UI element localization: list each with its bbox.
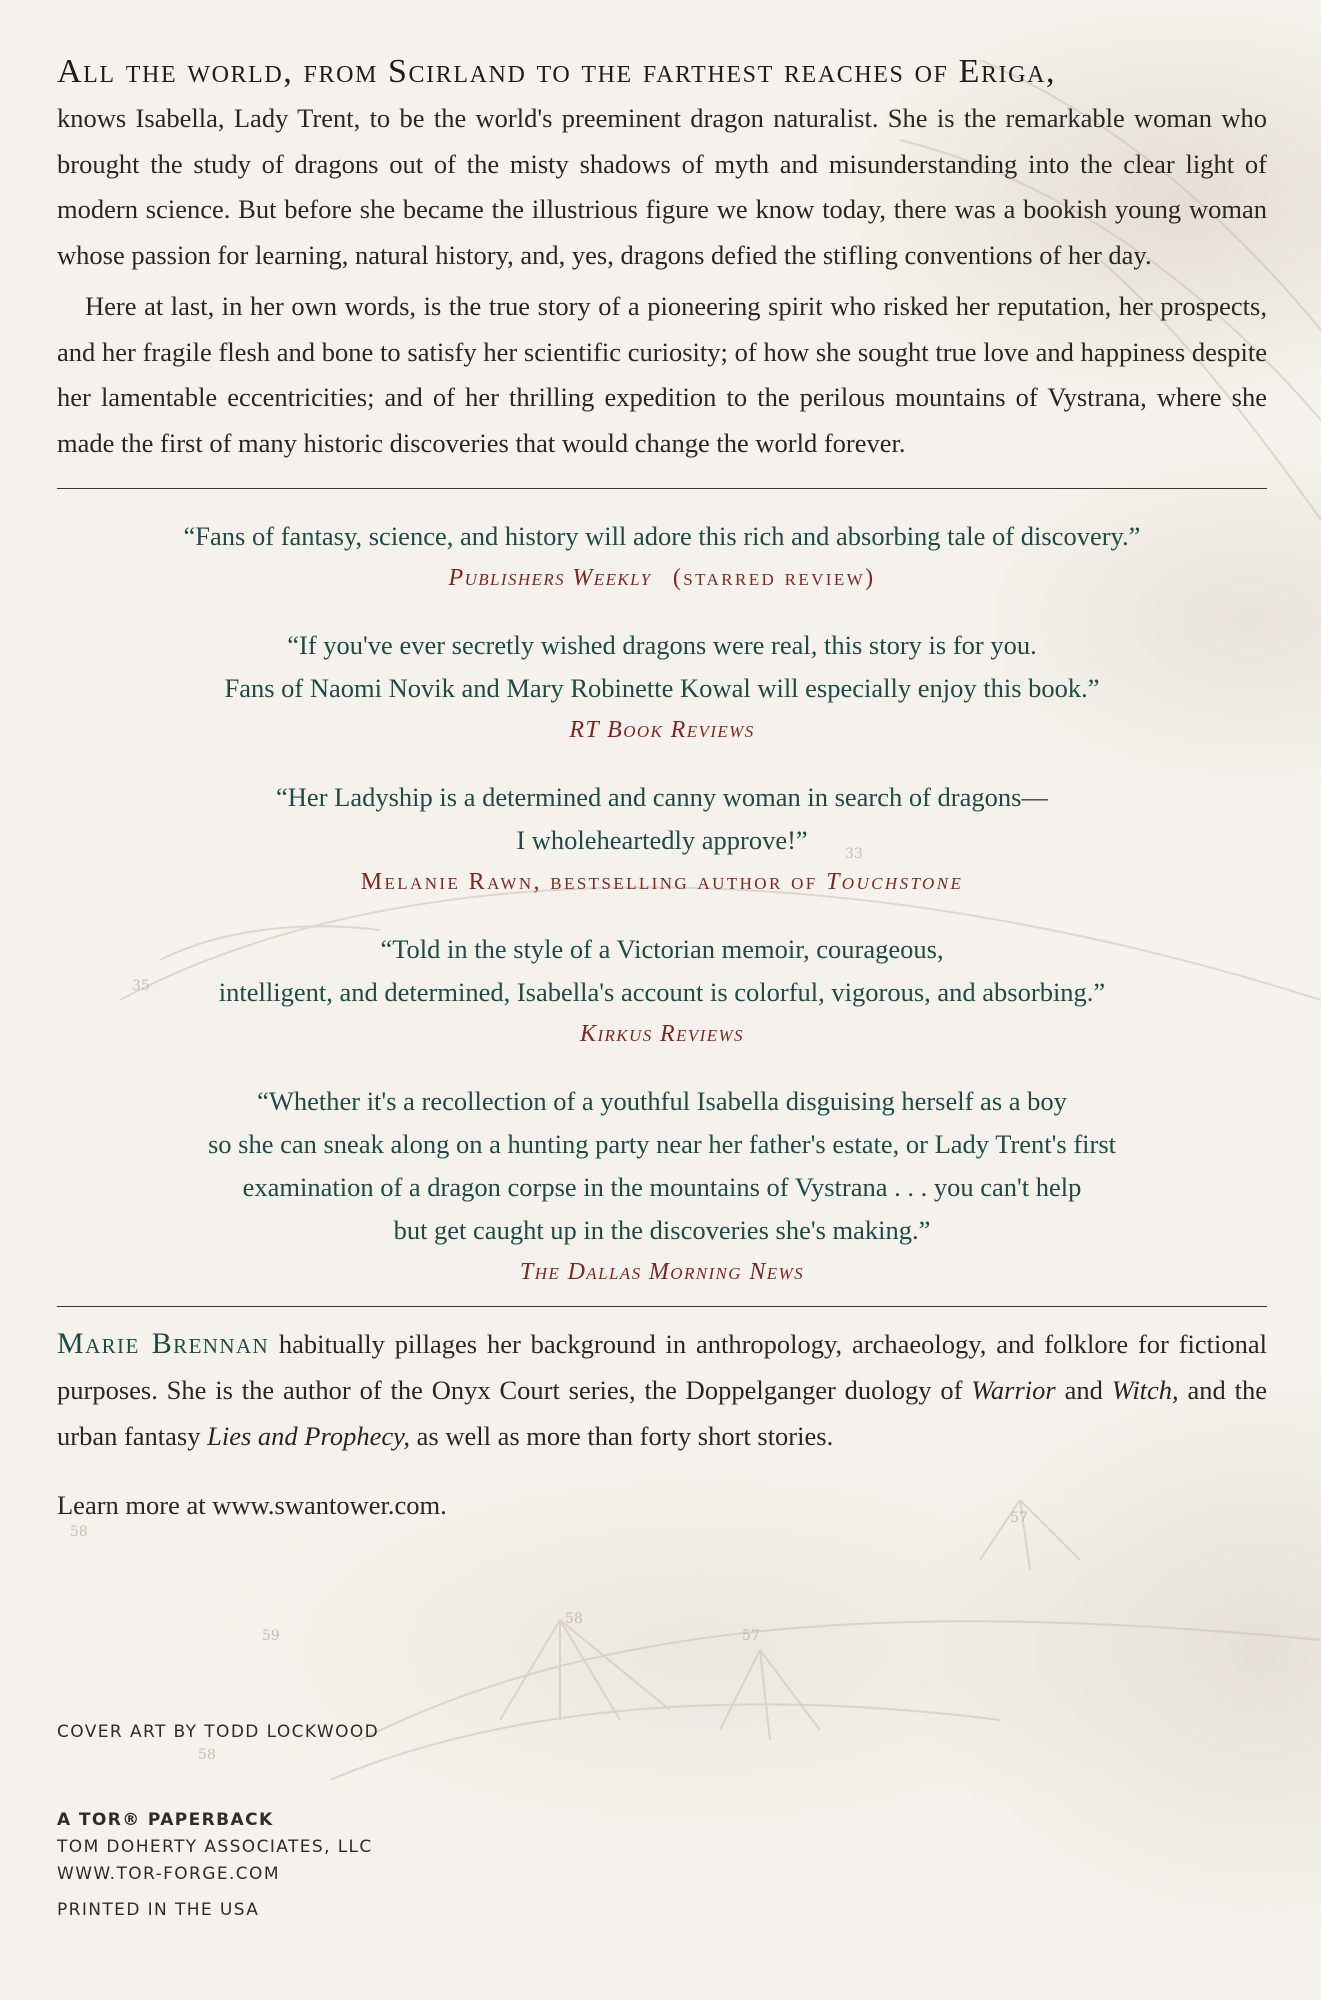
review-quote <box>57 928 1267 1054</box>
quote-line: but get caught up in the discoveries she's making.” <box>393 1215 931 1245</box>
sketch-label: 59 <box>262 1628 280 1644</box>
review-quote <box>57 776 1267 902</box>
attribution-author: Melanie Rawn, bestselling author of <box>360 869 818 895</box>
divider-bottom <box>57 1306 1267 1307</box>
book-title-warrior: Warrior <box>971 1375 1056 1405</box>
publisher-website: WWW.TOR-FORGE.COM <box>57 1864 280 1884</box>
bio-text: habitually pillages her background in anthropology, archaeology, and folklore for fictional purposes. She is the author of the Onyx Court series, the Doppelganger duology of <box>57 1329 1267 1405</box>
author-website-line: Learn more at www.swantower.com. <box>57 1490 447 1520</box>
quote-line: “Her Ladyship is a determined and canny woman in search of dragons— <box>276 782 1048 812</box>
quote-attribution: Kirkus Reviews <box>580 1021 744 1047</box>
author-bio <box>57 1321 1267 1459</box>
book-title-lies-and-prophecy: Lies and Prophecy, <box>207 1421 411 1451</box>
review-quote <box>57 624 1267 750</box>
attribution-note: (starred review) <box>672 565 876 591</box>
divider-top <box>57 488 1267 489</box>
author-name: Marie Brennan <box>57 1327 270 1360</box>
bio-text: and the urban fantasy <box>57 1375 1268 1451</box>
quote-line: “Whether it's a recollection of a youthful Isabella disguising herself as a boy <box>257 1086 1067 1116</box>
quote-attribution <box>57 862 1267 902</box>
wing-ribs <box>500 1620 670 1720</box>
quote-attribution: RT Book Reviews <box>569 717 755 743</box>
blurb-paragraph-2: Here at last, in her own words, is the true story of a pioneering spirit who risked her reputation, her prospects, and her fragile flesh and bone to satisfy her scientific curiosity; of how she sought true love and happiness despite her lamentable eccentricities; and of her thrilling expedition to the perilous mountains of Vystrana, where she made the first of many historic discoveries that would change the world forever. <box>57 291 1267 458</box>
cover-art-credit: COVER ART BY TODD LOCKWOOD <box>57 1722 380 1742</box>
wing-ribs <box>720 1650 820 1740</box>
wing-edge <box>360 1621 1321 1740</box>
attribution-source: Publishers Weekly <box>448 565 652 591</box>
sketch-label: 58 <box>565 1611 583 1627</box>
review-quote <box>57 1080 1267 1292</box>
printed-in: PRINTED IN THE USA <box>57 1900 260 1920</box>
quote-line: “Told in the style of a Victorian memoir, courageous, <box>380 934 944 964</box>
quote-line: Fans of Naomi Novik and Mary Robinette Kowal will especially enjoy this book.” <box>224 673 1100 703</box>
review-quote <box>57 515 1267 598</box>
sketch-label: 35 <box>132 978 150 994</box>
imprint: A TOR® PAPERBACK <box>57 1810 274 1830</box>
sketch-label: 58 <box>198 1747 216 1763</box>
bio-text: as well as more than forty short stories. <box>410 1421 834 1451</box>
sketch-label: 57 <box>1010 1510 1028 1526</box>
quote-attribution <box>57 558 1267 598</box>
publisher-name: TOM DOHERTY ASSOCIATES, LLC <box>57 1837 373 1857</box>
publisher-block <box>57 1807 373 1888</box>
quote-line: I wholeheartedly approve!” <box>516 825 808 855</box>
sketch-label: 57 <box>742 1628 760 1644</box>
quote-line: intelligent, and determined, Isabella's account is colorful, vigorous, and absorbing.” <box>218 977 1106 1007</box>
blurb-paragraph-1: knows Isabella, Lady Trent, to be the world's preeminent dragon naturalist. She is the remarkable woman who brought the study of dragons out of the misty shadows of myth and misunderstanding into the clear light of modern science. But before she became the illustrious figure we know today, there was a bookish young woman whose passion for learning, natural history, and, yes, dragons defied the stifling conventions of her day. <box>57 103 1267 270</box>
book-title-witch: Witch, <box>1111 1375 1179 1405</box>
sketch-label: 58 <box>70 1524 88 1540</box>
quote-line: so she can sneak along on a hunting party near her father's estate, or Lady Trent's first <box>207 1129 1117 1159</box>
quote-line: examination of a dragon corpse in the mountains of Vystrana . . . you can't help <box>242 1172 1082 1202</box>
wing-edge <box>330 1704 1000 1780</box>
quote-attribution: The Dallas Morning News <box>519 1259 805 1285</box>
quote-line: “Fans of fantasy, science, and history will adore this rich and absorbing tale of discovery.” <box>183 521 1141 551</box>
cover-copy <box>57 48 1267 1525</box>
bio-text: and <box>1055 1375 1112 1405</box>
sketch-label: 33 <box>845 846 863 862</box>
review-quotes <box>57 515 1267 1292</box>
attribution-book-title: Touchstone <box>826 869 964 895</box>
quote-line: “If you've ever secretly wished dragons were real, this story is for you. <box>287 630 1037 660</box>
blurb-headline: All the world, from Scirland to the farthest reaches of Eriga, <box>57 53 1057 90</box>
